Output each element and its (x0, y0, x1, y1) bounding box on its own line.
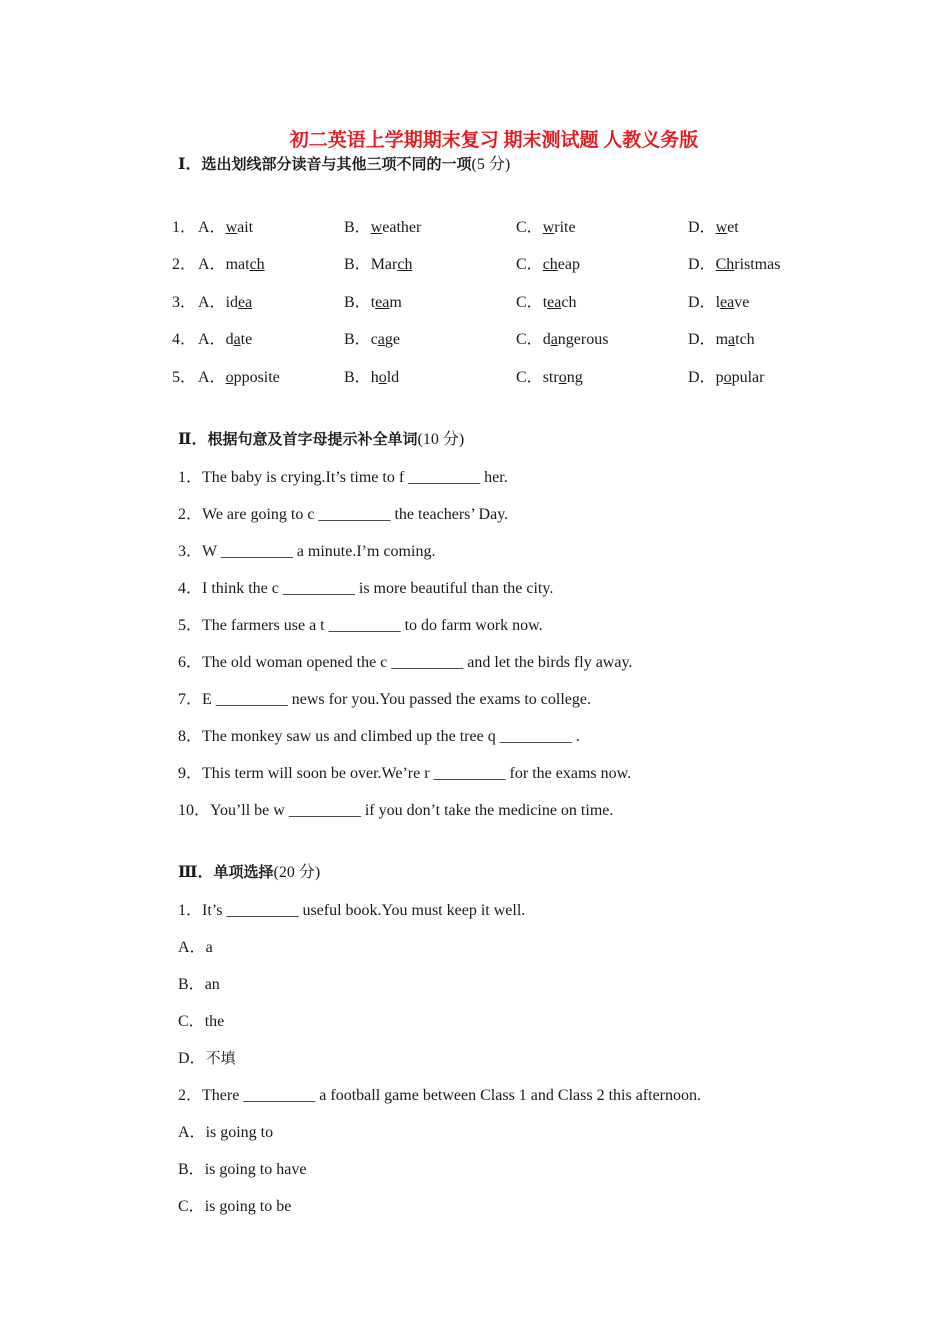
word-option: C．dangerous (516, 331, 609, 348)
section1-number: Ⅰ． (178, 156, 202, 173)
word-option: A．opposite (198, 369, 280, 386)
page-title: 初二英语上学期期末复习 期末测试题 人教义务版 (289, 130, 699, 151)
word-option: B．weather (344, 219, 422, 236)
section2-item: 5．The farmers use a t _________ to do farm work now. (178, 617, 543, 634)
section2-number: Ⅱ． (178, 431, 208, 448)
word-option: D．leave (688, 294, 750, 311)
section3-score: (20 分) (273, 864, 321, 881)
word-option: B．March (344, 256, 413, 273)
section2-heading (178, 426, 464, 449)
answer-option: A．is going to (178, 1124, 274, 1141)
word-option: D．match (688, 331, 755, 348)
word-option: A．match (198, 256, 265, 273)
word-option: B．hold (344, 369, 400, 386)
question-number: 1． (172, 219, 197, 236)
section1-question-row (172, 364, 872, 388)
section2-item: 1．The baby is crying.It’s time to f _________ her. (178, 469, 508, 486)
section2-score: (10 分) (417, 431, 465, 448)
word-option: A．wait (198, 219, 254, 236)
section1-title: 选出划线部分读音与其他三项不同的一项 (201, 155, 472, 173)
answer-option: C．is going to be (178, 1198, 292, 1215)
section1-heading (178, 151, 510, 174)
word-option: A．date (198, 331, 253, 348)
word-option: D．Christmas (688, 256, 781, 273)
section1-question-row (172, 251, 872, 275)
section3-title: 单项选择 (213, 863, 274, 881)
section2-item: 4．I think the c _________ is more beautiful than the city. (178, 580, 554, 597)
answer-option: C．the (178, 1013, 225, 1030)
section2-item: 3．W _________ a minute.I’m coming. (178, 543, 436, 560)
word-option: D．wet (688, 219, 739, 236)
answer-option: B．is going to have (178, 1161, 307, 1178)
section2-item: 7．E _________ news for you.You passed the exams to college. (178, 691, 591, 708)
word-option: D．popular (688, 369, 765, 386)
question-number: 2． (172, 256, 197, 273)
word-option: B．team (344, 294, 402, 311)
section2-item: 8．The monkey saw us and climbed up the tree q _________ . (178, 728, 580, 745)
section2-item: 9．This term will soon be over.We’re r _________ for the exams now. (178, 765, 632, 782)
answer-option: B．an (178, 976, 220, 993)
section1-question-row (172, 326, 872, 350)
section1-question-row (172, 214, 872, 238)
section3-heading (178, 859, 320, 882)
question-stem: 2．There _________ a football game between Class 1 and Class 2 this afternoon. (178, 1087, 701, 1104)
word-option: C．strong (516, 369, 583, 386)
section2-item: 2．We are going to c _________ the teachers’ Day. (178, 506, 509, 523)
question-number: 4． (172, 331, 197, 348)
word-option: C．write (516, 219, 576, 236)
question-number: 5． (172, 369, 197, 386)
section2-item: 6．The old woman opened the c _________ and let the birds fly away. (178, 654, 633, 671)
section2-title: 根据句意及首字母提示补全单词 (207, 430, 418, 448)
section3-number: Ⅲ． (178, 864, 214, 881)
section1-question-row (172, 289, 872, 313)
answer-option: D．不填 (178, 1049, 236, 1067)
word-option: B．cage (344, 331, 401, 348)
question-number: 3． (172, 294, 197, 311)
word-option: A．idea (198, 294, 253, 311)
section2-item: 10．You’ll be w _________ if you don’t take the medicine on time. (178, 802, 614, 819)
section1-score: (5 分) (471, 156, 511, 173)
question-stem: 1．It’s _________ useful book.You must keep it well. (178, 902, 526, 919)
answer-option: A．a (178, 939, 213, 956)
word-option: C．teach (516, 294, 577, 311)
word-option: C．cheap (516, 256, 580, 273)
